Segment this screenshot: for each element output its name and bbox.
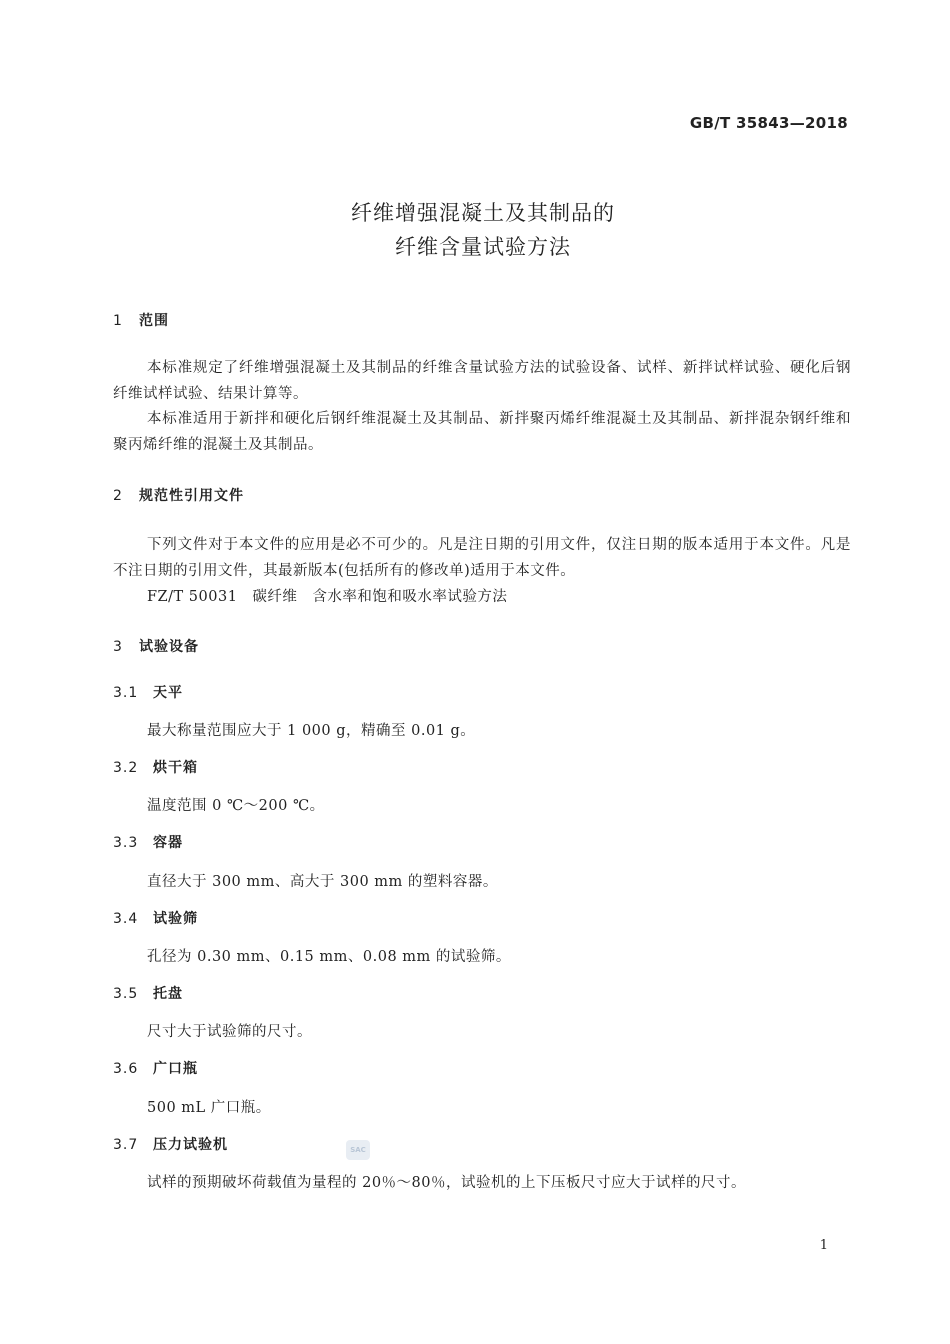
subsection-number: 3.4 bbox=[113, 911, 139, 927]
normative-reference: FZ/T 50031 碳纤维 含水率和饱和吸水率试验方法 bbox=[147, 589, 508, 605]
subsection-3-5-heading bbox=[113, 983, 183, 1003]
section-2-paragraph-1: 下列文件对于本文件的应用是必不可少的。凡是注日期的引用文件，仅注日期的版本适用于本文件。凡是不注日期的引用文件，其最新版本(包括所有的修改单)适用于本文件。 bbox=[113, 537, 851, 579]
sac-watermark-icon: SAC bbox=[346, 1140, 370, 1160]
subsection-3-2-text: 温度范围 0 ℃～200 ℃。 bbox=[147, 798, 325, 814]
subsection-number: 3.3 bbox=[113, 835, 139, 851]
document-title-line1: 纤维增强混凝土及其制品的 bbox=[351, 201, 615, 225]
subsection-3-7-heading bbox=[113, 1134, 228, 1154]
subsection-number: 3.6 bbox=[113, 1061, 139, 1077]
subsection-3-4-text: 孔径为 0.30 mm、0.15 mm、0.08 mm 的试验筛。 bbox=[147, 949, 511, 965]
section-number: 1 bbox=[113, 313, 123, 329]
section-1-heading bbox=[113, 310, 169, 330]
section-title: 范围 bbox=[139, 313, 169, 329]
subsection-number: 3.7 bbox=[113, 1137, 139, 1153]
subsection-title: 试验筛 bbox=[153, 911, 198, 927]
section-number: 3 bbox=[113, 639, 123, 655]
subsection-3-3-heading bbox=[113, 832, 183, 852]
subsection-title: 广口瓶 bbox=[153, 1061, 198, 1077]
subsection-3-7-text: 试样的预期破坏荷载值为量程的 20％～80％，试验机的上下压板尺寸应大于试样的尺寸。 bbox=[147, 1175, 747, 1191]
subsection-title: 压力试验机 bbox=[153, 1137, 228, 1153]
subsection-3-2-heading bbox=[113, 757, 198, 777]
subsection-number: 3.1 bbox=[113, 685, 139, 701]
subsection-3-5-text: 尺寸大于试验筛的尺寸。 bbox=[147, 1024, 312, 1040]
subsection-title: 天平 bbox=[153, 685, 183, 701]
subsection-3-6-heading bbox=[113, 1058, 198, 1078]
subsection-title: 烘干箱 bbox=[153, 760, 198, 776]
subsection-number: 3.5 bbox=[113, 986, 139, 1002]
section-3-heading bbox=[113, 636, 199, 656]
subsection-3-6-text: 500 mL 广口瓶。 bbox=[147, 1100, 271, 1116]
section-number: 2 bbox=[113, 488, 123, 504]
document-title-line2: 纤维含量试验方法 bbox=[395, 235, 571, 259]
subsection-title: 托盘 bbox=[153, 986, 183, 1002]
section-title: 规范性引用文件 bbox=[139, 488, 244, 504]
page-number: 1 bbox=[819, 1238, 828, 1253]
subsection-number: 3.2 bbox=[113, 760, 139, 776]
standard-number: GB/T 35843—2018 bbox=[689, 114, 848, 132]
section-2-heading bbox=[113, 485, 244, 505]
subsection-3-1-heading bbox=[113, 682, 183, 702]
subsection-3-1-text: 最大称量范围应大于 1 000 g，精确至 0.01 g。 bbox=[147, 723, 476, 739]
subsection-title: 容器 bbox=[153, 835, 183, 851]
section-1-paragraph-1: 本标准规定了纤维增强混凝土及其制品的纤维含量试验方法的试验设备、试样、新拌试样试验、硬化后钢纤维试样试验、结果计算等。 bbox=[113, 360, 851, 402]
section-title: 试验设备 bbox=[139, 639, 199, 655]
section-1-paragraph-2: 本标准适用于新拌和硬化后钢纤维混凝土及其制品、新拌聚丙烯纤维混凝土及其制品、新拌混杂钢纤维和聚丙烯纤维的混凝土及其制品。 bbox=[113, 411, 851, 453]
subsection-3-3-text: 直径大于 300 mm、高大于 300 mm 的塑料容器。 bbox=[147, 874, 498, 890]
subsection-3-4-heading bbox=[113, 908, 198, 928]
